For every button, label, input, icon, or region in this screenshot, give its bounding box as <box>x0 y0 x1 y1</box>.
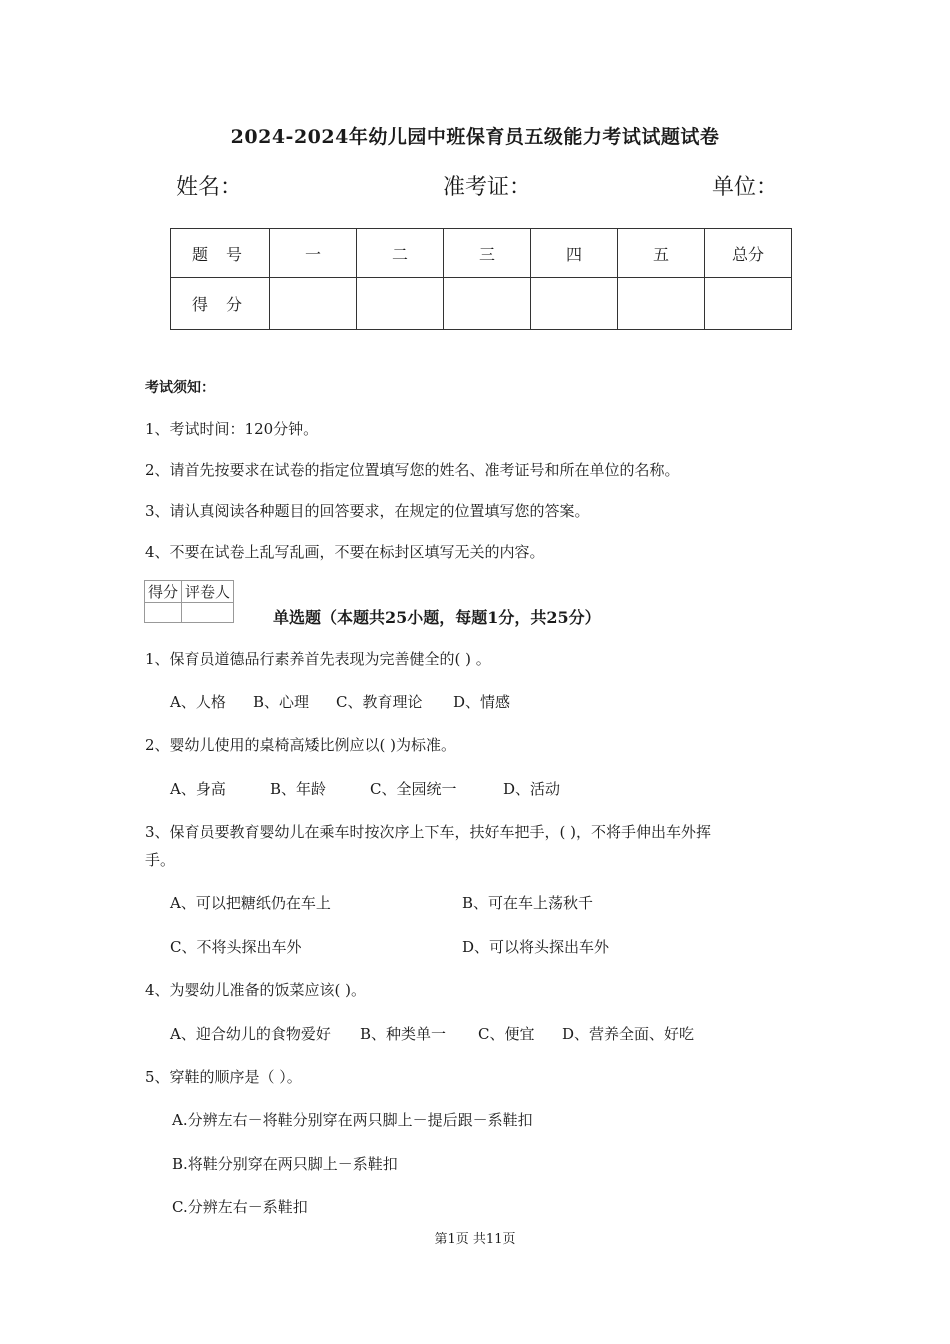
question-option: C、教育理论 <box>336 693 423 711</box>
grader-table-score-label: 得分 <box>145 581 182 603</box>
question-option: A、人格 <box>170 693 226 711</box>
score-table-cell: 得分 <box>171 278 270 330</box>
exam-id-field-label: 准考证： <box>443 175 532 200</box>
grader-score-cell[interactable] <box>145 603 182 623</box>
question-option: A、身高 <box>170 780 226 798</box>
page-title: 2024-2024年幼儿园中班保育员五级能力考试试题试卷 <box>230 126 720 148</box>
score-table-cell: 总分 <box>705 229 792 278</box>
score-input-cell[interactable] <box>270 278 357 330</box>
score-table-cell: 一 <box>270 229 357 278</box>
score-table-cell: 二 <box>357 229 444 278</box>
grader-table <box>144 580 234 623</box>
question-text: 3、保育员要教育婴幼儿在乘车时按次序上下车，扶好车把手，( )，不将手伸出车外挥 <box>145 823 712 841</box>
page-footer: 第1页 共11页 <box>434 1232 516 1247</box>
question-option: C、全园统一 <box>370 780 457 798</box>
question-option: B、可在车上荡秋千 <box>462 894 594 912</box>
notice-heading: 考试须知： <box>145 380 215 396</box>
score-input-cell[interactable] <box>618 278 705 330</box>
score-table-cell: 题号 <box>171 229 270 278</box>
score-table-header-row <box>171 229 792 278</box>
notice-item: 1、考试时间：120分钟。 <box>145 420 319 438</box>
question-option: A、迎合幼儿的食物爱好 <box>170 1025 331 1043</box>
score-input-cell[interactable] <box>705 278 792 330</box>
question-option: D、可以将头探出车外 <box>462 938 610 956</box>
question-option: B、心理 <box>253 693 310 711</box>
question-option: C、不将头探出车外 <box>170 938 302 956</box>
score-table-cell: 四 <box>531 229 618 278</box>
question-text: 4、为婴幼儿准备的饭菜应该( )。 <box>145 981 367 999</box>
question-option: D、情感 <box>453 693 511 711</box>
question-option: A、可以把糖纸仍在车上 <box>170 894 331 912</box>
grader-table-grader-label: 评卷人 <box>182 581 234 603</box>
score-table-score-row <box>171 278 792 330</box>
question-option: D、营养全面、好吃 <box>562 1025 695 1043</box>
notice-item: 4、不要在试卷上乱写乱画，不要在标封区填写无关的内容。 <box>145 543 545 561</box>
score-input-cell[interactable] <box>357 278 444 330</box>
score-table-cell: 五 <box>618 229 705 278</box>
question-option: B.将鞋分别穿在两只脚上－系鞋扣 <box>172 1155 398 1173</box>
question-text: 5、穿鞋的顺序是（ ）。 <box>145 1068 302 1086</box>
question-option: B、年龄 <box>270 780 327 798</box>
notice-item: 2、请首先按要求在试卷的指定位置填写您的姓名、准考证号和所在单位的名称。 <box>145 461 680 479</box>
question-text: 2、婴幼儿使用的桌椅高矮比例应以( )为标准。 <box>145 736 457 754</box>
notice-item: 3、请认真阅读各种题目的回答要求，在规定的位置填写您的答案。 <box>145 502 590 520</box>
question-option: D、活动 <box>503 780 561 798</box>
section-title: 单选题（本题共25小题，每题1分，共25分） <box>273 608 601 627</box>
question-option: A.分辨左右－将鞋分别穿在两只脚上－提后跟－系鞋扣 <box>172 1111 533 1129</box>
score-input-cell[interactable] <box>531 278 618 330</box>
unit-field-label: 单位： <box>712 175 779 200</box>
question-option: B、种类单一 <box>360 1025 447 1043</box>
question-text: 1、保育员道德品行素养首先表现为完善健全的( ) 。 <box>145 650 491 668</box>
question-option: C、便宜 <box>478 1025 535 1043</box>
score-input-cell[interactable] <box>444 278 531 330</box>
question-text-continued: 手。 <box>145 851 176 869</box>
question-option: C.分辨左右－系鞋扣 <box>172 1198 308 1216</box>
score-table-cell: 三 <box>444 229 531 278</box>
name-field-label: 姓名： <box>176 175 243 200</box>
score-table <box>170 228 792 330</box>
grader-name-cell[interactable] <box>182 603 234 623</box>
